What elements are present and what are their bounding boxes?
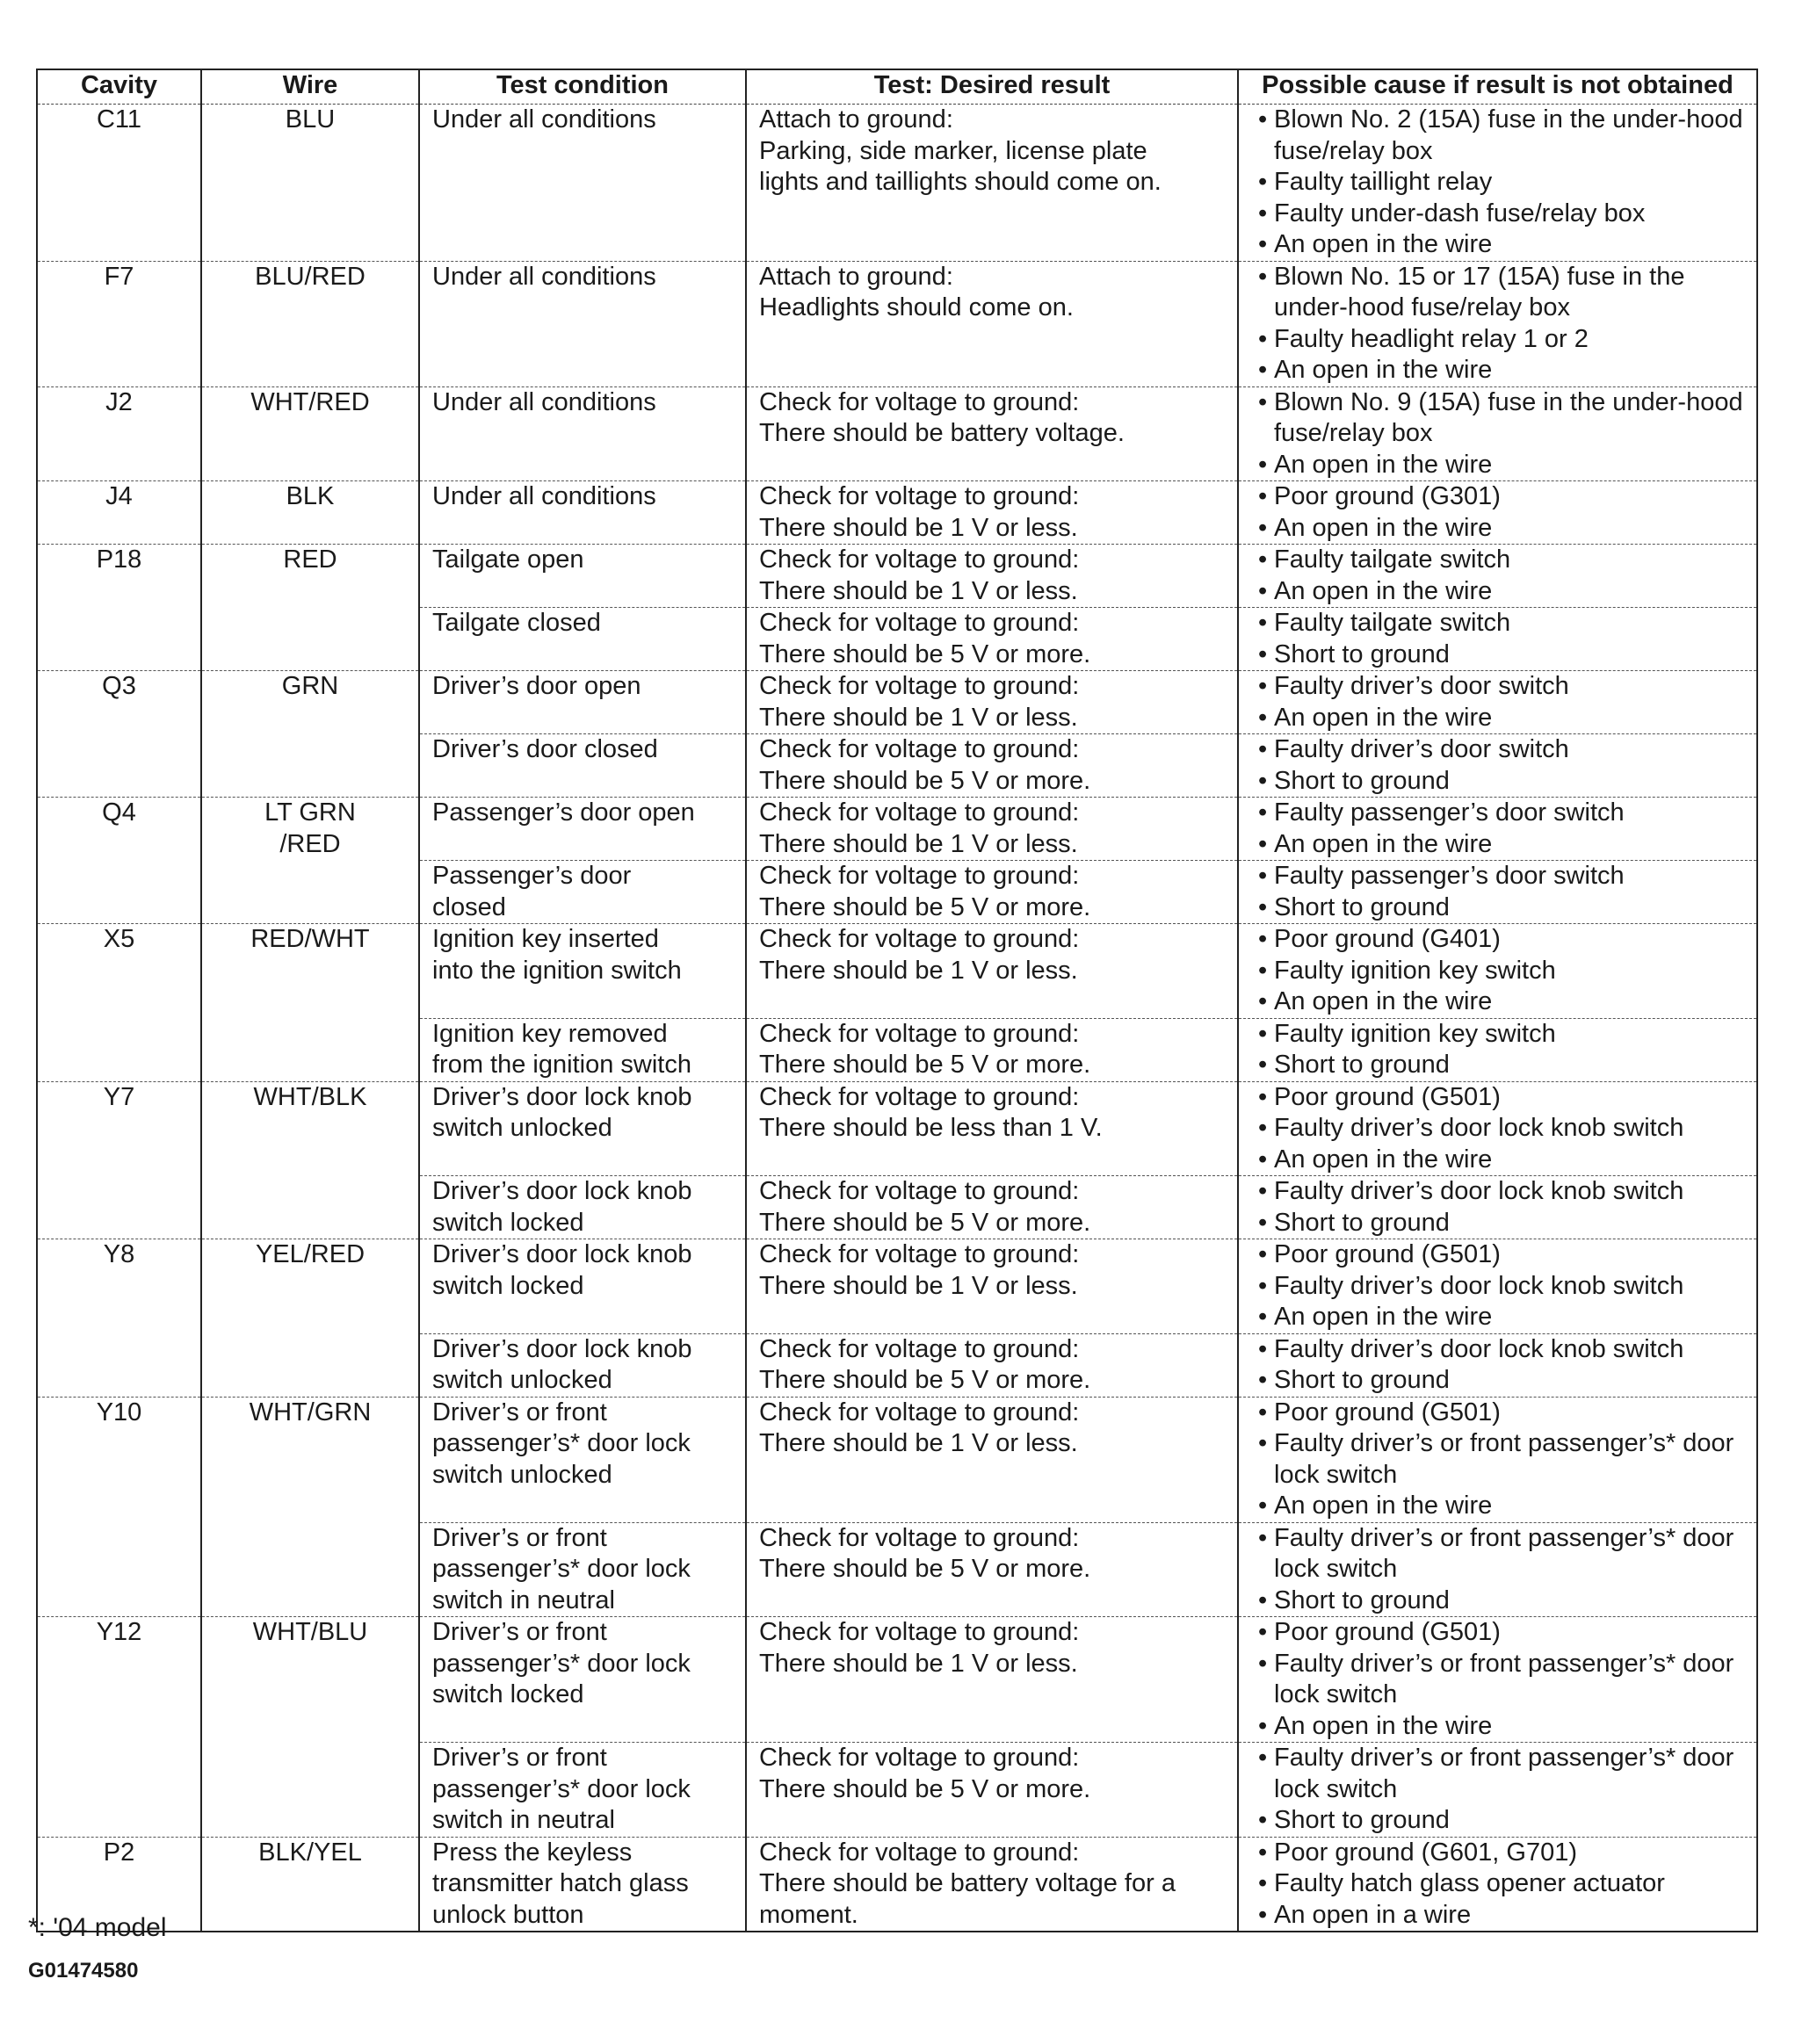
test-condition-cell: [419, 1397, 746, 1522]
wire-color: BLU: [285, 105, 336, 134]
cavity-cell: Y12: [37, 1617, 201, 1838]
table-body: [37, 105, 1757, 1932]
test-condition-line: Ignition key removed: [432, 1019, 668, 1048]
cause-item: • Faulty passenger’s door switch: [1251, 861, 1744, 892]
cause-item: • Faulty taillight relay: [1251, 167, 1744, 199]
possible-cause-cell: [1238, 261, 1757, 386]
cavity-cell: X5: [37, 924, 201, 1082]
possible-cause-cell: [1238, 1837, 1757, 1932]
test-condition-cell: [419, 105, 746, 262]
test-condition-line: Passenger’s door: [432, 862, 632, 890]
test-condition-line: closed: [432, 892, 506, 921]
desired-result-line: There should be 5 V or more.: [759, 1051, 1091, 1079]
cause-list: [1251, 1743, 1744, 1837]
desired-result-cell: [746, 671, 1238, 734]
desired-result-line: There should be battery voltage.: [759, 419, 1125, 447]
desired-result-line: Parking, side marker, license plate: [759, 136, 1147, 165]
test-condition-line: Driver’s door closed: [432, 735, 658, 763]
desired-result-line: There should be 1 V or less.: [759, 829, 1078, 858]
test-condition-line: from the ignition switch: [432, 1051, 691, 1079]
test-condition-cell: [419, 1837, 746, 1932]
cause-list: [1251, 1082, 1744, 1176]
possible-cause-cell: [1238, 798, 1757, 861]
desired-result-line: There should be 5 V or more.: [759, 1774, 1091, 1803]
test-condition-line: Driver’s door lock knob: [432, 1334, 692, 1363]
possible-cause-cell: [1238, 734, 1757, 798]
cause-list: [1251, 1523, 1744, 1617]
cavity-cell: J4: [37, 481, 201, 545]
test-condition-line: Driver’s door lock knob: [432, 1082, 692, 1111]
wire-cell: [201, 924, 419, 1082]
wire-color: LT GRN: [264, 798, 356, 827]
wire-cell: [201, 481, 419, 545]
possible-cause-cell: [1238, 608, 1757, 671]
desired-result-cell: [746, 1018, 1238, 1081]
cause-list: [1251, 671, 1744, 733]
cause-item: • Short to ground: [1251, 1365, 1744, 1397]
test-condition-line: switch in neutral: [432, 1806, 615, 1834]
cause-list: [1251, 1617, 1744, 1742]
desired-result-line: Check for voltage to ground:: [759, 1744, 1080, 1772]
desired-result-line: There should be 5 V or more.: [759, 1555, 1091, 1583]
possible-cause-cell: [1238, 481, 1757, 545]
desired-result-line: There should be 1 V or less.: [759, 956, 1078, 985]
cause-list: [1251, 1334, 1744, 1397]
test-condition-cell: [419, 1743, 746, 1838]
wire-color: /RED: [279, 829, 341, 858]
cause-item: • Poor ground (G501): [1251, 1398, 1744, 1429]
desired-result-line: There should be 1 V or less.: [759, 1429, 1078, 1457]
test-condition-line: switch unlocked: [432, 1114, 612, 1142]
table-header-row: [37, 69, 1757, 105]
table-row: [37, 386, 1757, 481]
test-condition-line: Under all conditions: [432, 482, 656, 510]
table-row: [37, 545, 1757, 608]
cavity-cell: P18: [37, 545, 201, 671]
cause-item: • Faulty driver’s door lock knob switch: [1251, 1113, 1744, 1145]
possible-cause-cell: [1238, 1176, 1757, 1239]
desired-result-cell: [746, 1837, 1238, 1932]
cavity-cell: Y8: [37, 1239, 201, 1398]
test-condition-line: Passenger’s door open: [432, 798, 695, 827]
table-row: [37, 1617, 1757, 1743]
desired-result-line: Check for voltage to ground:: [759, 609, 1080, 637]
cause-list: [1251, 924, 1744, 1018]
cause-item: • Faulty driver’s door switch: [1251, 734, 1744, 766]
desired-result-line: Check for voltage to ground:: [759, 1838, 1080, 1867]
desired-result-line: There should be 1 V or less.: [759, 1271, 1078, 1300]
cause-item: • Faulty driver’s or front passenger’s* door lock switch: [1251, 1743, 1744, 1805]
wire-cell: [201, 798, 419, 924]
cause-list: [1251, 734, 1744, 797]
cause-item: • An open in the wire: [1251, 229, 1744, 261]
test-condition-line: into the ignition switch: [432, 956, 682, 985]
cause-item: • Poor ground (G301): [1251, 481, 1744, 513]
desired-result-line: Check for voltage to ground:: [759, 482, 1080, 510]
possible-cause-cell: [1238, 671, 1757, 734]
cause-item: • Poor ground (G501): [1251, 1617, 1744, 1649]
cause-item: • An open in the wire: [1251, 1302, 1744, 1333]
cause-item: • An open in the wire: [1251, 829, 1744, 861]
desired-result-line: There should be 5 V or more.: [759, 1366, 1091, 1394]
test-condition-line: Tailgate open: [432, 545, 584, 574]
test-condition-line: switch in neutral: [432, 1585, 615, 1614]
cause-item: • Faulty driver’s or front passenger’s* door lock switch: [1251, 1523, 1744, 1585]
test-condition-line: switch locked: [432, 1208, 584, 1237]
wire-color: WHT/BLK: [253, 1082, 367, 1111]
cause-item: • Short to ground: [1251, 766, 1744, 798]
table-row: [37, 671, 1757, 734]
cause-item: • An open in the wire: [1251, 513, 1744, 545]
desired-result-cell: [746, 386, 1238, 481]
test-condition-line: Under all conditions: [432, 262, 656, 291]
table-row: [37, 1397, 1757, 1522]
desired-result-line: There should be 5 V or more.: [759, 1208, 1091, 1237]
wire-cell: [201, 1837, 419, 1932]
wire-cell: [201, 261, 419, 386]
cause-list: [1251, 105, 1744, 261]
cause-item: • Faulty driver’s or front passenger’s* door lock switch: [1251, 1428, 1744, 1491]
wire-color: WHT/GRN: [249, 1398, 372, 1426]
cavity-cell: Y10: [37, 1397, 201, 1617]
possible-cause-cell: [1238, 861, 1757, 924]
cavity-cell: Q3: [37, 671, 201, 798]
desired-result-cell: [746, 261, 1238, 386]
desired-result-cell: [746, 1081, 1238, 1176]
cause-item: • Poor ground (G601, G701): [1251, 1838, 1744, 1869]
test-condition-line: Press the keyless: [432, 1838, 633, 1867]
test-condition-line: Driver’s or front: [432, 1523, 607, 1552]
test-condition-cell: [419, 386, 746, 481]
cavity-cell: J2: [37, 386, 201, 481]
test-condition-line: switch unlocked: [432, 1460, 612, 1489]
table-row: [37, 481, 1757, 545]
cause-item: • Faulty driver’s or front passenger’s* door lock switch: [1251, 1649, 1744, 1711]
possible-cause-cell: [1238, 1743, 1757, 1838]
cause-list: [1251, 1838, 1744, 1932]
desired-result-cell: [746, 1176, 1238, 1239]
test-condition-line: Driver’s door open: [432, 672, 641, 700]
cause-item: • Short to ground: [1251, 892, 1744, 924]
cause-item: • Short to ground: [1251, 1208, 1744, 1239]
possible-cause-cell: [1238, 1333, 1757, 1397]
cause-item: • An open in the wire: [1251, 1145, 1744, 1176]
test-condition-cell: [419, 861, 746, 924]
test-condition-line: Driver’s or front: [432, 1744, 607, 1772]
cause-item: • Faulty hatch glass opener actuator: [1251, 1868, 1744, 1900]
cause-list: [1251, 1239, 1744, 1333]
desired-result-cell: [746, 608, 1238, 671]
cause-item: • An open in the wire: [1251, 450, 1744, 481]
desired-result-line: Check for voltage to ground:: [759, 1177, 1080, 1205]
header-possible-cause: Possible cause if result is not obtained: [1238, 69, 1757, 105]
cause-list: [1251, 861, 1744, 923]
desired-result-line: Check for voltage to ground:: [759, 1019, 1080, 1048]
header-desired-result: Test: Desired result: [746, 69, 1238, 105]
wire-cell: [201, 1617, 419, 1838]
cause-item: • Faulty driver’s door lock knob switch: [1251, 1334, 1744, 1366]
desired-result-line: Check for voltage to ground:: [759, 545, 1080, 574]
table-row: [37, 261, 1757, 386]
wire-cell: [201, 386, 419, 481]
cause-item: • Short to ground: [1251, 1585, 1744, 1617]
possible-cause-cell: [1238, 386, 1757, 481]
desired-result-line: Check for voltage to ground:: [759, 1398, 1080, 1426]
desired-result-cell: [746, 798, 1238, 861]
desired-result-line: moment.: [759, 1900, 858, 1929]
wire-color: RED: [283, 545, 337, 574]
desired-result-line: Headlights should come on.: [759, 293, 1074, 321]
cause-list: [1251, 1176, 1744, 1239]
test-condition-line: Under all conditions: [432, 105, 656, 134]
wire-cell: [201, 1239, 419, 1398]
desired-result-cell: [746, 1397, 1238, 1522]
test-condition-cell: [419, 481, 746, 545]
cause-item: • Poor ground (G501): [1251, 1082, 1744, 1114]
test-condition-line: Ignition key inserted: [432, 925, 659, 953]
table-row: [37, 1081, 1757, 1176]
cause-item: • Faulty ignition key switch: [1251, 1019, 1744, 1051]
cause-item: • An open in a wire: [1251, 1900, 1744, 1932]
table-row: [37, 1239, 1757, 1334]
cause-item: • Short to ground: [1251, 1050, 1744, 1081]
cause-list: [1251, 1398, 1744, 1522]
desired-result-line: There should be 5 V or more.: [759, 766, 1091, 795]
test-condition-line: switch unlocked: [432, 1366, 612, 1394]
cause-item: • Blown No. 15 or 17 (15A) fuse in the under-hood fuse/relay box: [1251, 262, 1744, 324]
cavity-cell: Q4: [37, 798, 201, 924]
test-condition-cell: [419, 545, 746, 608]
cause-item: • Faulty tailgate switch: [1251, 545, 1744, 576]
header-wire: Wire: [201, 69, 419, 105]
test-condition-line: passenger’s* door lock: [432, 1649, 691, 1678]
wire-cell: [201, 671, 419, 798]
desired-result-cell: [746, 861, 1238, 924]
test-condition-cell: [419, 671, 746, 734]
header-test-condition: Test condition: [419, 69, 746, 105]
cavity-cell: Y7: [37, 1081, 201, 1239]
table-row: [37, 798, 1757, 861]
wire-color: BLU/RED: [255, 262, 366, 291]
possible-cause-cell: [1238, 1018, 1757, 1081]
cause-item: • Short to ground: [1251, 1805, 1744, 1837]
possible-cause-cell: [1238, 1617, 1757, 1743]
desired-result-line: Check for voltage to ground:: [759, 1523, 1080, 1552]
cause-item: • Blown No. 9 (15A) fuse in the under-hood fuse/relay box: [1251, 387, 1744, 450]
wire-cell: [201, 105, 419, 262]
test-condition-cell: [419, 1617, 746, 1743]
cause-item: • Faulty driver’s door lock knob switch: [1251, 1176, 1744, 1208]
cause-list: [1251, 387, 1744, 481]
desired-result-line: There should be 1 V or less.: [759, 703, 1078, 732]
desired-result-line: Check for voltage to ground:: [759, 1240, 1080, 1268]
desired-result-line: There should be 1 V or less.: [759, 513, 1078, 542]
wire-color: BLK/YEL: [258, 1838, 362, 1867]
cause-item: • An open in the wire: [1251, 1491, 1744, 1522]
desired-result-line: Attach to ground:: [759, 262, 953, 291]
test-condition-cell: [419, 734, 746, 798]
possible-cause-cell: [1238, 924, 1757, 1019]
cause-item: • Poor ground (G401): [1251, 924, 1744, 956]
wire-color: WHT/RED: [250, 387, 370, 416]
desired-result-line: There should be 1 V or less.: [759, 1649, 1078, 1678]
desired-result-line: There should be 5 V or more.: [759, 639, 1091, 668]
cause-item: • Faulty passenger’s door switch: [1251, 798, 1744, 829]
wire-color: WHT/BLU: [252, 1618, 368, 1646]
test-condition-cell: [419, 1018, 746, 1081]
test-condition-line: Under all conditions: [432, 387, 656, 416]
test-condition-line: transmitter hatch glass: [432, 1869, 689, 1897]
test-condition-line: passenger’s* door lock: [432, 1555, 691, 1583]
test-condition-cell: [419, 1176, 746, 1239]
cause-item: • Faulty headlight relay 1 or 2: [1251, 324, 1744, 356]
desired-result-cell: [746, 481, 1238, 545]
desired-result-line: Attach to ground:: [759, 105, 953, 134]
wire-cell: [201, 1081, 419, 1239]
desired-result-line: Check for voltage to ground:: [759, 862, 1080, 890]
wire-cell: [201, 545, 419, 671]
wire-cell: [201, 1397, 419, 1617]
wire-color: RED/WHT: [250, 925, 370, 953]
possible-cause-cell: [1238, 1522, 1757, 1617]
desired-result-cell: [746, 105, 1238, 262]
cause-list: [1251, 262, 1744, 386]
cause-item: • Faulty ignition key switch: [1251, 956, 1744, 987]
test-condition-cell: [419, 608, 746, 671]
cavity-cell: P2: [37, 1837, 201, 1932]
desired-result-line: There should be 1 V or less.: [759, 576, 1078, 605]
test-condition-line: unlock button: [432, 1900, 584, 1929]
cause-item: • An open in the wire: [1251, 986, 1744, 1018]
desired-result-cell: [746, 1333, 1238, 1397]
cause-list: [1251, 481, 1744, 544]
header-cavity: Cavity: [37, 69, 201, 105]
test-condition-cell: [419, 261, 746, 386]
cause-item: • An open in the wire: [1251, 576, 1744, 608]
desired-result-line: Check for voltage to ground:: [759, 798, 1080, 827]
test-condition-line: Tailgate closed: [432, 609, 601, 637]
desired-result-line: Check for voltage to ground:: [759, 925, 1080, 953]
desired-result-line: Check for voltage to ground:: [759, 735, 1080, 763]
cause-item: • Faulty under-dash fuse/relay box: [1251, 199, 1744, 230]
test-condition-line: Driver’s door lock knob: [432, 1240, 692, 1268]
cause-item: • Poor ground (G501): [1251, 1239, 1744, 1271]
wire-color: GRN: [281, 672, 339, 700]
desired-result-cell: [746, 1522, 1238, 1617]
desired-result-cell: [746, 734, 1238, 798]
test-condition-cell: [419, 1522, 746, 1617]
test-condition-cell: [419, 1333, 746, 1397]
cavity-cell: F7: [37, 261, 201, 386]
possible-cause-cell: [1238, 105, 1757, 262]
desired-result-line: Check for voltage to ground:: [759, 1082, 1080, 1111]
cause-item: • Faulty driver’s door switch: [1251, 671, 1744, 703]
test-condition-line: switch locked: [432, 1271, 584, 1300]
desired-result-cell: [746, 1239, 1238, 1334]
possible-cause-cell: [1238, 1239, 1757, 1334]
cavity-cell: C11: [37, 105, 201, 262]
desired-result-line: Check for voltage to ground:: [759, 672, 1080, 700]
possible-cause-cell: [1238, 545, 1757, 608]
desired-result-line: There should be battery voltage for a: [759, 1869, 1176, 1897]
table-row: [37, 105, 1757, 262]
cause-item: • An open in the wire: [1251, 1711, 1744, 1743]
desired-result-line: Check for voltage to ground:: [759, 1334, 1080, 1363]
pinout-test-table: [36, 69, 1758, 1932]
cause-item: • Short to ground: [1251, 639, 1744, 671]
desired-result-cell: [746, 1617, 1238, 1743]
test-condition-cell: [419, 1239, 746, 1334]
desired-result-line: Check for voltage to ground:: [759, 1618, 1080, 1646]
table-row: [37, 924, 1757, 1019]
test-condition-line: Driver’s or front: [432, 1618, 607, 1646]
footnote: *: '04 model: [28, 1913, 167, 1942]
test-condition-line: switch locked: [432, 1680, 584, 1708]
table-row: [37, 1837, 1757, 1932]
desired-result-line: lights and taillights should come on.: [759, 168, 1162, 196]
desired-result-line: There should be 5 V or more.: [759, 892, 1091, 921]
wire-color: YEL/RED: [255, 1240, 366, 1268]
cause-list: [1251, 608, 1744, 670]
document-code: G01474580: [28, 1959, 139, 1983]
cause-item: • An open in the wire: [1251, 703, 1744, 734]
cause-item: • Blown No. 2 (15A) fuse in the under-hood fuse/relay box: [1251, 105, 1744, 167]
cause-item: • Faulty driver’s door lock knob switch: [1251, 1271, 1744, 1303]
desired-result-line: There should be less than 1 V.: [759, 1114, 1103, 1142]
desired-result-line: Check for voltage to ground:: [759, 387, 1080, 416]
test-condition-cell: [419, 1081, 746, 1176]
test-condition-line: Driver’s or front: [432, 1398, 607, 1426]
test-condition-cell: [419, 924, 746, 1019]
possible-cause-cell: [1238, 1397, 1757, 1522]
cause-list: [1251, 798, 1744, 860]
desired-result-cell: [746, 1743, 1238, 1838]
desired-result-cell: [746, 545, 1238, 608]
cause-list: [1251, 545, 1744, 607]
desired-result-cell: [746, 924, 1238, 1019]
wire-color: BLK: [286, 482, 335, 510]
test-condition-line: Driver’s door lock knob: [432, 1177, 692, 1205]
possible-cause-cell: [1238, 1081, 1757, 1176]
test-condition-line: passenger’s* door lock: [432, 1774, 691, 1803]
cause-list: [1251, 1019, 1744, 1081]
test-condition-cell: [419, 798, 746, 861]
cause-item: • An open in the wire: [1251, 355, 1744, 386]
test-condition-line: passenger’s* door lock: [432, 1429, 691, 1457]
cause-item: • Faulty tailgate switch: [1251, 608, 1744, 639]
